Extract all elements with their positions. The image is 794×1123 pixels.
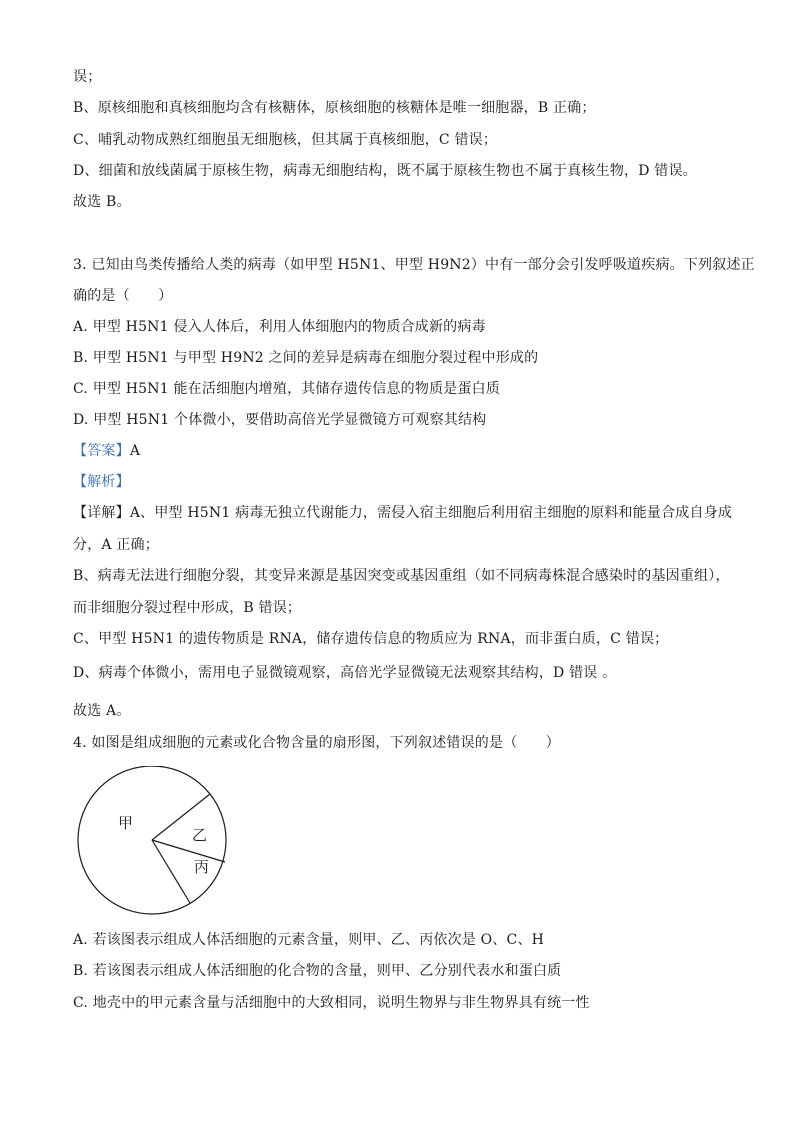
answer-value: A	[129, 443, 141, 459]
q3-stem-line1: 3. 已知由鸟类传播给人类的病毒（如甲型 H5N1、甲型 H9N2）中有一部分会引发呼吸道疾病。下列叙述正	[73, 257, 755, 273]
prev-conclusion: 故选 B。	[73, 194, 131, 210]
q4-option-a: A. 若该图表示组成人体活细胞的元素含量，则甲、乙、丙依次是 O、C、H	[73, 932, 545, 948]
q3-stem-line2: 确的是（ ）	[73, 288, 173, 304]
q3-detail-d: D、病毒个体微小，需用电子显微镜观察，高倍光学显微镜无法观察其结构，D 错误 。	[73, 665, 617, 681]
detail-tag: 【详解】	[73, 505, 130, 521]
answer-tag: 【答案】	[73, 443, 130, 459]
q3-option-d: D. 甲型 H5N1 个体微小，要借助高倍光学显微镜方可观察其结构	[73, 412, 487, 428]
sector-diagram	[74, 766, 234, 916]
label-jia: 甲	[118, 814, 134, 832]
q3-conclusion: 故选 A。	[73, 703, 131, 719]
prev-analysis-c: C、哺乳动物成熟红细胞虽无细胞核，但其属于真核细胞，C 错误；	[73, 132, 498, 148]
prev-analysis-d: D、细菌和放线菌属于原核生物，病毒无细胞结构，既不属于原核生物也不属于真核生物，D 错误。	[73, 163, 697, 179]
q3-detail-c: C、甲型 H5N1 的遗传物质是 RNA，储存遗传信息的物质应为 RNA，而非蛋白质，C 错误；	[73, 631, 669, 647]
label-bing: 丙	[194, 858, 210, 876]
q3-detail-a-line1	[73, 503, 732, 523]
detail-a-text: A、甲型 H5N1 病毒无独立代谢能力，需侵入宿主细胞后利用宿主细胞的原料和能量合成自身成	[129, 505, 733, 521]
q3-analysis-heading	[73, 472, 130, 492]
analysis-tag: 【解析】	[73, 474, 130, 490]
q3-answer	[73, 441, 140, 461]
q3-detail-b-line2: 而非细胞分裂过程中形成，B 错误；	[73, 600, 302, 616]
q4-option-c: C. 地壳中的甲元素含量与活细胞中的大致相同，说明生物界与非生物界具有统一性	[73, 995, 590, 1011]
q3-detail-a-line2: 分，A 正确；	[73, 537, 159, 553]
label-yi: 乙	[192, 826, 208, 844]
q3-option-b: B. 甲型 H5N1 与甲型 H9N2 之间的差异是病毒在细胞分裂过程中形成的	[73, 350, 539, 366]
q3-option-c: C. 甲型 H5N1 能在活细胞内增殖，其储存遗传信息的物质是蛋白质	[73, 381, 501, 397]
prev-continuation: 误；	[73, 69, 102, 85]
prev-analysis-b: B、原核细胞和真核细胞均含有核糖体，原核细胞的核糖体是唯一细胞器，B 正确；	[73, 100, 596, 116]
q4-option-b: B. 若该图表示组成人体活细胞的化合物的含量，则甲、乙分别代表水和蛋白质	[73, 963, 562, 979]
q4-stem: 4. 如图是组成细胞的元素或化合物含量的扇形图，下列叙述错误的是（ ）	[73, 735, 561, 751]
q3-option-a: A. 甲型 H5N1 侵入人体后，利用人体细胞内的物质合成新的病毒	[73, 319, 486, 335]
q3-detail-b-line1: B、病毒无法进行细胞分裂，其变异来源是基因突变或基因重组（如不同病毒株混合感染时的基因重组），	[73, 568, 730, 584]
